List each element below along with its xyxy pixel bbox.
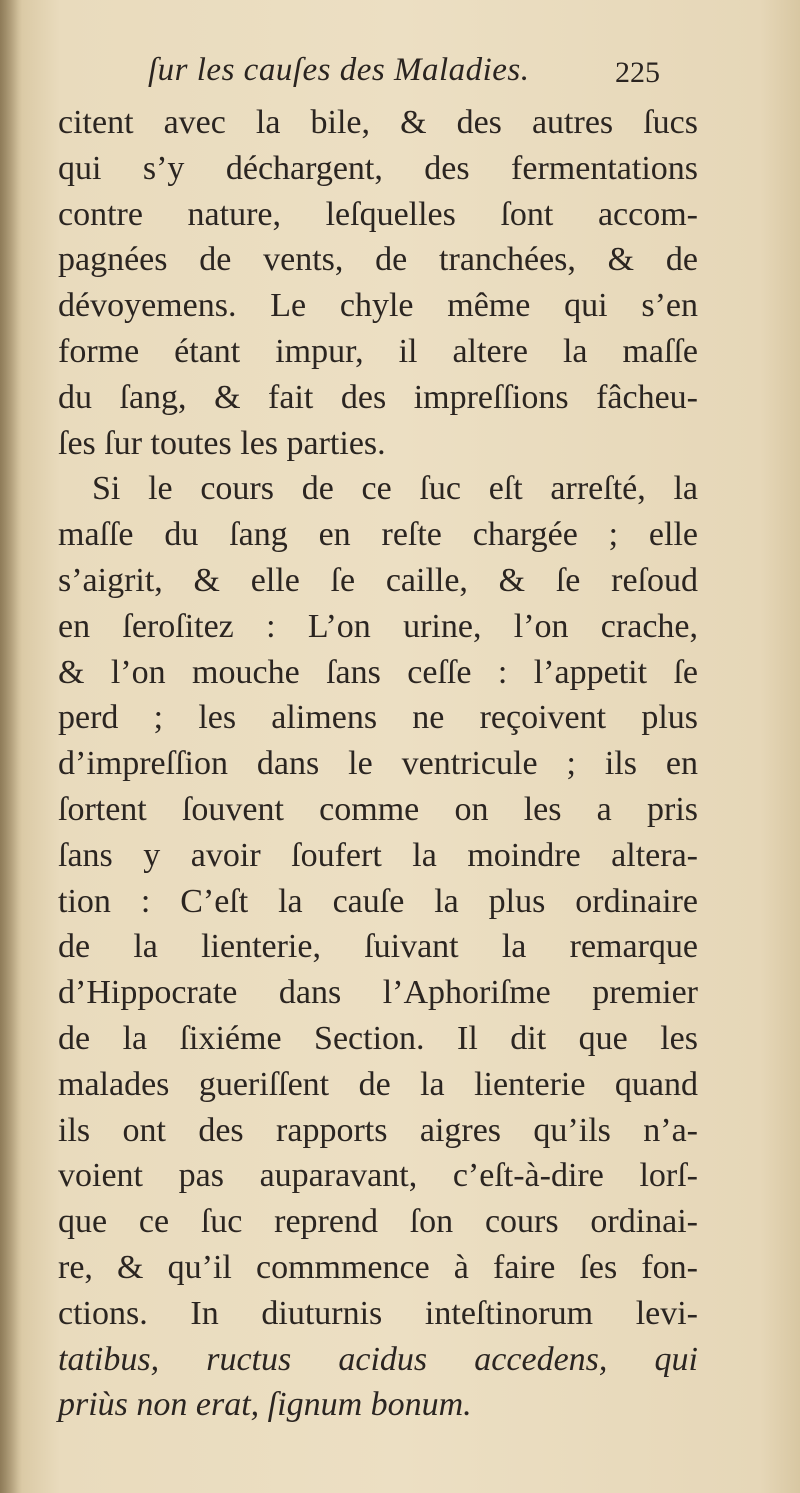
binding-gutter-shadow [0, 0, 22, 1493]
text-line: perd ; les alimens ne reçoivent plus [58, 699, 698, 737]
text-line: ils ont des rapports aigres qu’ils n’a- [58, 1111, 698, 1149]
text-line: ſans y avoir ſoufert la moindre altera- [58, 836, 698, 874]
text-line: d’impreſſion dans le ventricule ; ils en [58, 745, 698, 783]
text-line: qui s’y déchargent, des fermentations [58, 149, 698, 187]
text-line: maſſe du ſang en reſte chargée ; elle [58, 516, 698, 554]
body-text [58, 100, 698, 1428]
text-line: voient pas auparavant, c’eſt-à-dire lorſ- [58, 1157, 698, 1195]
text-line: dévoyemens. Le chyle même qui s’en [58, 287, 698, 325]
text-line: pagnées de vents, de tranchées, & de [58, 241, 698, 279]
text-line: d’Hippocrate dans l’Aphoriſme premier [58, 974, 698, 1012]
text-line: tion : C’eſt la cauſe la plus ordinaire [58, 882, 698, 920]
text-line: du ſang, & fait des impreſſions fâcheu- [58, 378, 698, 416]
page-number: 225 [615, 56, 660, 89]
running-title: ſur les cauſes des Maladies. [148, 52, 530, 88]
text-line: ctions. In diuturnis inteſtinorum levi- [58, 1294, 698, 1332]
text-line: & l’on mouche ſans ceſſe : l’appetit ſe [58, 653, 698, 691]
paragraph-start-line: Si le cours de ce ſuc eſt arreſté, la [92, 470, 698, 508]
latin-quote-line: priùs non erat, ſignum bonum. [58, 1386, 472, 1424]
text-line: ſortent ſouvent comme on les a pris [58, 790, 698, 828]
text-line: re, & qu’il commmence à faire ſes fon- [58, 1248, 698, 1286]
text-line: contre nature, leſquelles ſont accom- [58, 195, 698, 233]
text-line: en ſeroſitez : L’on urine, l’on crache, [58, 607, 698, 645]
text-line: que ce ſuc reprend ſon cours ordinai- [58, 1203, 698, 1241]
running-head [140, 52, 660, 98]
text-line: citent avec la bile, & des autres ſucs [58, 104, 698, 141]
text-line: de la ſixiéme Section. Il dit que les [58, 1019, 698, 1057]
text-line: de la lienterie, ſuivant la remarque [58, 928, 698, 966]
text-line: malades gueriſſent de la lienterie quand [58, 1065, 698, 1103]
latin-quote-line: tatibus, ructus acidus accedens, qui [58, 1340, 698, 1378]
text-line: ſes ſur toutes les parties. [58, 424, 386, 462]
text-line: forme étant impur, il altere la maſſe [58, 332, 698, 370]
text-line: s’aigrit, & elle ſe caille, & ſe reſoud [58, 561, 698, 599]
